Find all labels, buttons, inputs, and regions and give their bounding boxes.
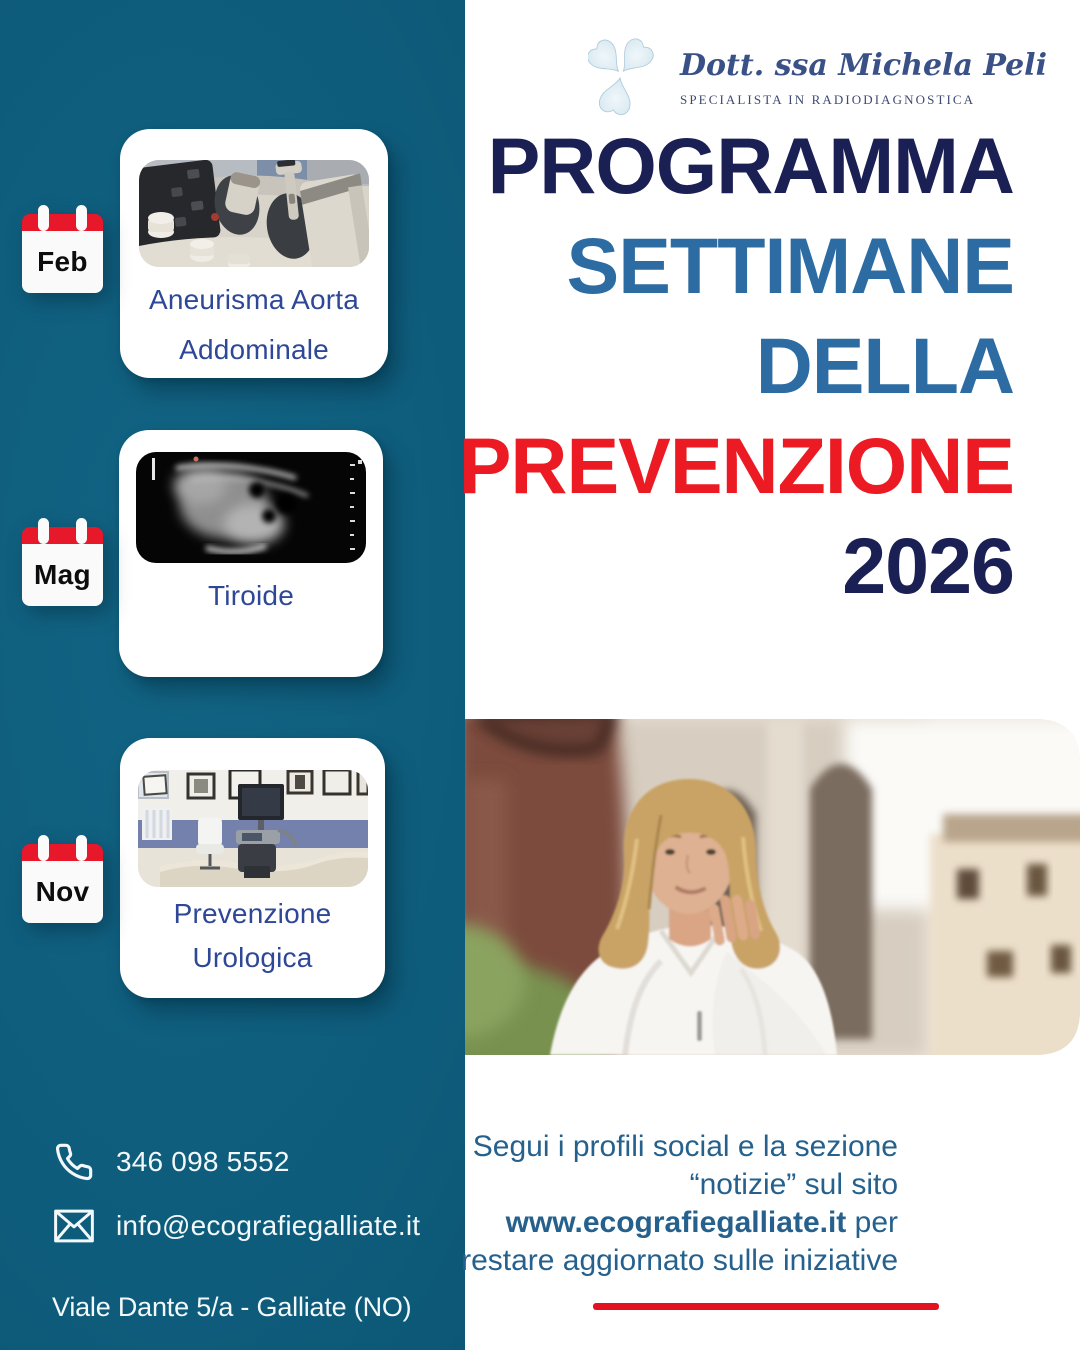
card-label-line: Urologica: [192, 942, 313, 973]
calendar-pin-icon: [38, 205, 49, 231]
title-line-della: DELLA: [755, 321, 1014, 410]
footer-note-line: restare aggiornato sulle iniziative: [461, 1244, 898, 1277]
calendar-month-label: Nov: [22, 861, 103, 923]
ultrasound-machine-probes-photo: [139, 160, 369, 267]
card-label-line: Aneurisma Aorta: [149, 284, 359, 315]
title-line-prevenzione: PREVENZIONE: [458, 421, 1014, 510]
calendar-pin-icon: [76, 205, 87, 231]
website-url[interactable]: www.ecografiegalliate.it: [505, 1206, 847, 1239]
calendar-badge-november: [22, 835, 103, 923]
envelope-icon: [52, 1204, 96, 1248]
footer-note-text: per: [846, 1206, 898, 1239]
calendar-badge-may: [22, 518, 103, 606]
calendar-month-label: Mag: [22, 544, 103, 606]
doctor-portrait-photo: [465, 719, 1080, 1055]
calendar-month-label: Feb: [22, 231, 103, 293]
phone-number: 346 098 5552: [116, 1146, 290, 1177]
phone-icon: [52, 1140, 96, 1184]
footer-note: [461, 1128, 898, 1280]
calendar-red-band: [22, 527, 103, 544]
footer-note-line: “notizie” sul sito: [689, 1168, 898, 1201]
clinic-exam-room-photo: [138, 770, 368, 887]
calendar-red-band: [22, 844, 103, 861]
schedule-card-november: [120, 738, 385, 998]
card-label-line: Tiroide: [208, 580, 294, 611]
watercolor-clover-flower-icon: [588, 28, 654, 121]
calendar-badge-february: [22, 205, 103, 293]
calendar-pin-icon: [76, 835, 87, 861]
doctor-specialty: SPECIALISTA IN RADIODIAGNOSTICA: [680, 92, 976, 107]
calendar-red-band: [22, 214, 103, 231]
calendar-pin-icon: [38, 518, 49, 544]
title-line-settimane: SETTIMANE: [566, 221, 1014, 310]
schedule-card-february: [120, 129, 388, 378]
phone-row[interactable]: [52, 1140, 420, 1184]
red-divider-bar: [593, 1303, 939, 1310]
calendar-pin-icon: [76, 518, 87, 544]
title-line-year: 2026: [842, 521, 1014, 610]
footer-note-line: Segui i profili social e la sezione: [472, 1130, 898, 1163]
email-address: info@ecografiegalliate.it: [116, 1210, 421, 1241]
schedule-card-may: [119, 430, 383, 677]
card-label-line: Prevenzione: [173, 898, 332, 929]
clinic-logo: [588, 28, 1047, 121]
doctor-name: Dott. ssa Michela Peli: [680, 48, 1047, 83]
title-line-programma: PROGRAMMA: [487, 121, 1014, 210]
thyroid-ultrasound-scan-photo: [136, 452, 366, 563]
street-address: Viale Dante 5/a - Galliate (NO): [52, 1292, 412, 1322]
email-row[interactable]: [52, 1204, 420, 1248]
calendar-pin-icon: [38, 835, 49, 861]
footer-note-line: [461, 1204, 898, 1242]
contact-block: [52, 1140, 420, 1268]
poster-title: [459, 116, 1014, 616]
card-label-line: Addominale: [179, 334, 329, 365]
